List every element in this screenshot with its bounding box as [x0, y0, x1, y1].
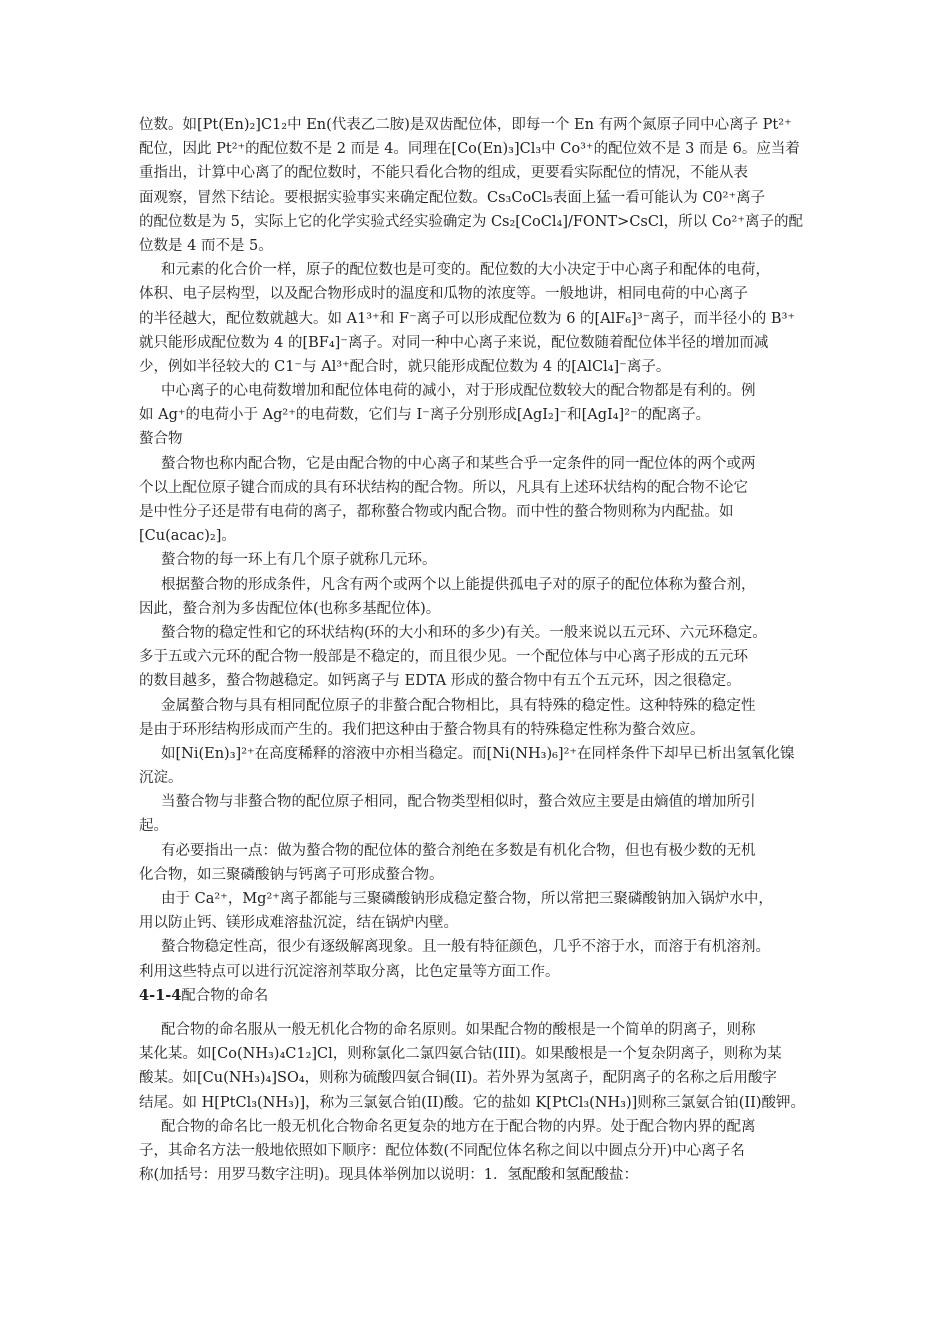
text-line: 中心离子的心电荷数增加和配位体电荷的减小，对于形成配位数较大的配合物都是有利的。例	[161, 383, 756, 400]
text-line: 子，其命名方法一般地依照如下顺序：配位体数(不同配位体名称之间以中圆点分开)中心离子名	[139, 1142, 745, 1159]
text-line: 利用这些特点可以进行沉淀溶剂萃取分离，比色定量等方面工作。	[139, 963, 560, 980]
section-gap	[139, 1008, 819, 1018]
paragraph	[139, 935, 819, 983]
document-body	[139, 113, 819, 1187]
paragraph	[139, 427, 819, 451]
text-line: 根据螯合物的形成条件，凡含有两个或两个以上能提供孤电子对的原子的配位体称为螯合剂，	[161, 576, 756, 593]
text-line: 称(加括号：用罗马数字注明)。现具体举例加以说明：1．氢配酸和氢配酸盐：	[139, 1167, 639, 1184]
text-line: 由于 Ca²⁺，Mg²⁺离子都能与三聚磷酸钠形成稳定螯合物，所以常把三聚磷酸钠加入锅炉水中，	[161, 891, 773, 907]
paragraph	[139, 573, 819, 621]
text-line: 少，例如半径较大的 C1⁻与 Al³⁺配合时，就只能形成配位数为 4 的[AlCl₄]⁻离子。	[139, 358, 671, 375]
paragraph	[139, 379, 819, 427]
paragraph	[139, 1115, 819, 1188]
paragraph	[139, 258, 819, 379]
text-line: 螯合物的稳定性和它的环状结构(环的大小和环的多少)有关。一般来说以五元环、六元环稳定。	[161, 624, 767, 641]
text-line: 因此，螯合剂为多齿配位体(也称多基配位体)。	[139, 600, 441, 617]
text-line: 配位，因此 Pt²⁺的配位数不是 2 而是 4。同理在[Co(En)₃]Cl₃中 Co³⁺的配位效不是 3 而是 6。应当着	[139, 141, 800, 158]
text-line: 重指出，计算中心离了的配位数时，不能只看化合物的组成，更要看实际配位的情况，不能从表	[139, 165, 748, 182]
text-line: 配合物的命名比一般无机化合物命名更复杂的地方在于配合物的内界。处于配合物内界的配离	[161, 1118, 756, 1135]
paragraph	[139, 694, 819, 742]
text-line: 如[Ni(En)₃]²⁺在高度稀释的溶液中亦相当稳定。而[Ni(NH₃)₆]²⁺在同样条件下却早已析出氢氧化镍	[161, 745, 795, 762]
paragraph	[139, 742, 819, 790]
text-line: 当螯合物与非螯合物的配位原子相同，配合物类型相似时，螯合效应主要是由熵值的增加所引	[161, 794, 756, 811]
paragraph	[139, 790, 819, 838]
text-line: 是由于环形结构形成而产生的。我们把这种由于螯合物具有的特殊稳定性称为螯合效应。	[139, 721, 705, 738]
text-line: 某化某。如[Co(NH₃)₄C1₂]Cl，则称氯化二氯四氨合钴(III)。如果酸根是一个复杂阴离子，则称为某	[139, 1046, 782, 1063]
text-line: 多于五或六元环的配合物一般部是不稳定的，而且很少见。一个配位体与中心离子形成的五元环	[139, 649, 748, 666]
section-number: 4-1-4	[139, 986, 182, 1004]
text-line: 的数目越多，螯合物越稳定。如钙离子与 EDTA 形成的螯合物中有五个五元环，因之很稳定。	[139, 673, 741, 690]
text-line: 的配位数是为 5，实际上它的化学实验式经实验确定为 Cs₂[CoCl₄]/FONT>CsCl，所以 Co²⁺离子的配	[139, 213, 803, 230]
text-line: 位数。如[Pt(En)₂]C1₂中 En(代表乙二胺)是双齿配位体，即每一个 En 有两个氮原子同中心离子 Pt²⁺	[139, 117, 792, 133]
text-line: 体积、电子层构型，以及配合物形成时的温度和瓜物的浓度等。一般地讲，相同电荷的中心离子	[139, 286, 748, 303]
text-line: 酸某。如[Cu(NH₃)₄]SO₄，则称为硫酸四氨合铜(II)。若外界为氢离子，配阴离子的名称之后用酸字	[139, 1070, 777, 1087]
text-line: 位数是 4 而不是 5。	[139, 237, 273, 254]
text-line: 个以上配位原子键合而成的具有环状结构的配合物。所以，凡具有上述环状结构的配合物不论它	[139, 479, 748, 496]
section-title: 配合物的命名	[181, 987, 269, 1004]
text-line: 如 Ag⁺的电荷小于 Ag²⁺的电荷数，它们与 I⁻离子分别形成[AgI₂]⁻和[AgI₄]²⁻的配离子。	[139, 407, 711, 424]
paragraph	[139, 621, 819, 694]
text-line: 螯合物的每一环上有几个原子就称几元环。	[161, 552, 437, 569]
text-line: 的半径越大，配位数就越大。如 A1³⁺和 F⁻离子可以形成配位数为 6 的[AlF₆]³⁻离子，而半径小的 B³⁺	[139, 310, 796, 327]
paragraph	[139, 887, 819, 935]
text-line: 和元素的化合价一样，原子的配位数也是可变的。配位数的大小决定于中心离子和配体的电荷，	[161, 262, 770, 279]
paragraph	[139, 452, 819, 549]
text-line: 金属螯合物与具有相同配位原子的非螯合配合物相比，具有特殊的稳定性。这种特殊的稳定性	[161, 697, 756, 714]
text-line: 就只能形成配位数为 4 的[BF₄]⁻离子。对同一种中心离子来说，配位数随着配位体半径的增加而减	[139, 334, 769, 351]
text-line: 化合物，如三聚磷酸钠与钙离子可形成螯合物。	[139, 866, 444, 883]
text-line: 配合物的命名服从一般无机化合物的命名原则。如果配合物的酸根是一个简单的阴离子，则称	[161, 1021, 756, 1038]
text-line: 起。	[139, 818, 168, 835]
text-line: 螯合物也称内配合物，它是由配合物的中心离子和某些合乎一定条件的同一配位体的两个或两	[161, 455, 756, 472]
text-line: 沉淀。	[139, 770, 183, 787]
text-line: 螯合物稳定性高，很少有逐级解离现象。且一般有特征颜色，几乎不溶于水，而溶于有机溶剂。	[161, 939, 770, 956]
text-line: 结尾。如 H[PtCl₃(NH₃)]，称为三氯氨合铂(II)酸。它的盐如 K[PtCl₃(NH₃)]则称三氯氨合铂(II)酸钾。	[139, 1094, 806, 1111]
text-line: 面观察，冒然下结论。要根据实验事实来确定配位数。Cs₃CoCl₅表面上猛一看可能认为 C0²⁺离子	[139, 189, 766, 206]
text-line: 是中性分子还是带有电荷的离子，都称螯合物或内配合物。而中性的螯合物则称为内配盐。如	[139, 504, 734, 520]
paragraph	[139, 1018, 819, 1115]
text-line: 用以防止钙、镁形成难溶盐沉淀，结在锅炉内壁。	[139, 915, 458, 932]
paragraph	[139, 113, 819, 258]
text-line: [Cu(acac)₂]。	[139, 528, 236, 545]
section-heading	[139, 984, 819, 1008]
body-text-part1	[139, 113, 819, 984]
paragraph	[139, 839, 819, 887]
text-line: 螯合物	[139, 431, 183, 448]
body-text-part2	[139, 1018, 819, 1187]
paragraph	[139, 548, 819, 572]
text-line: 有必要指出一点：做为螯合物的配位体的螯合剂绝在多数是有机化合物，但也有极少数的无机	[161, 842, 756, 859]
